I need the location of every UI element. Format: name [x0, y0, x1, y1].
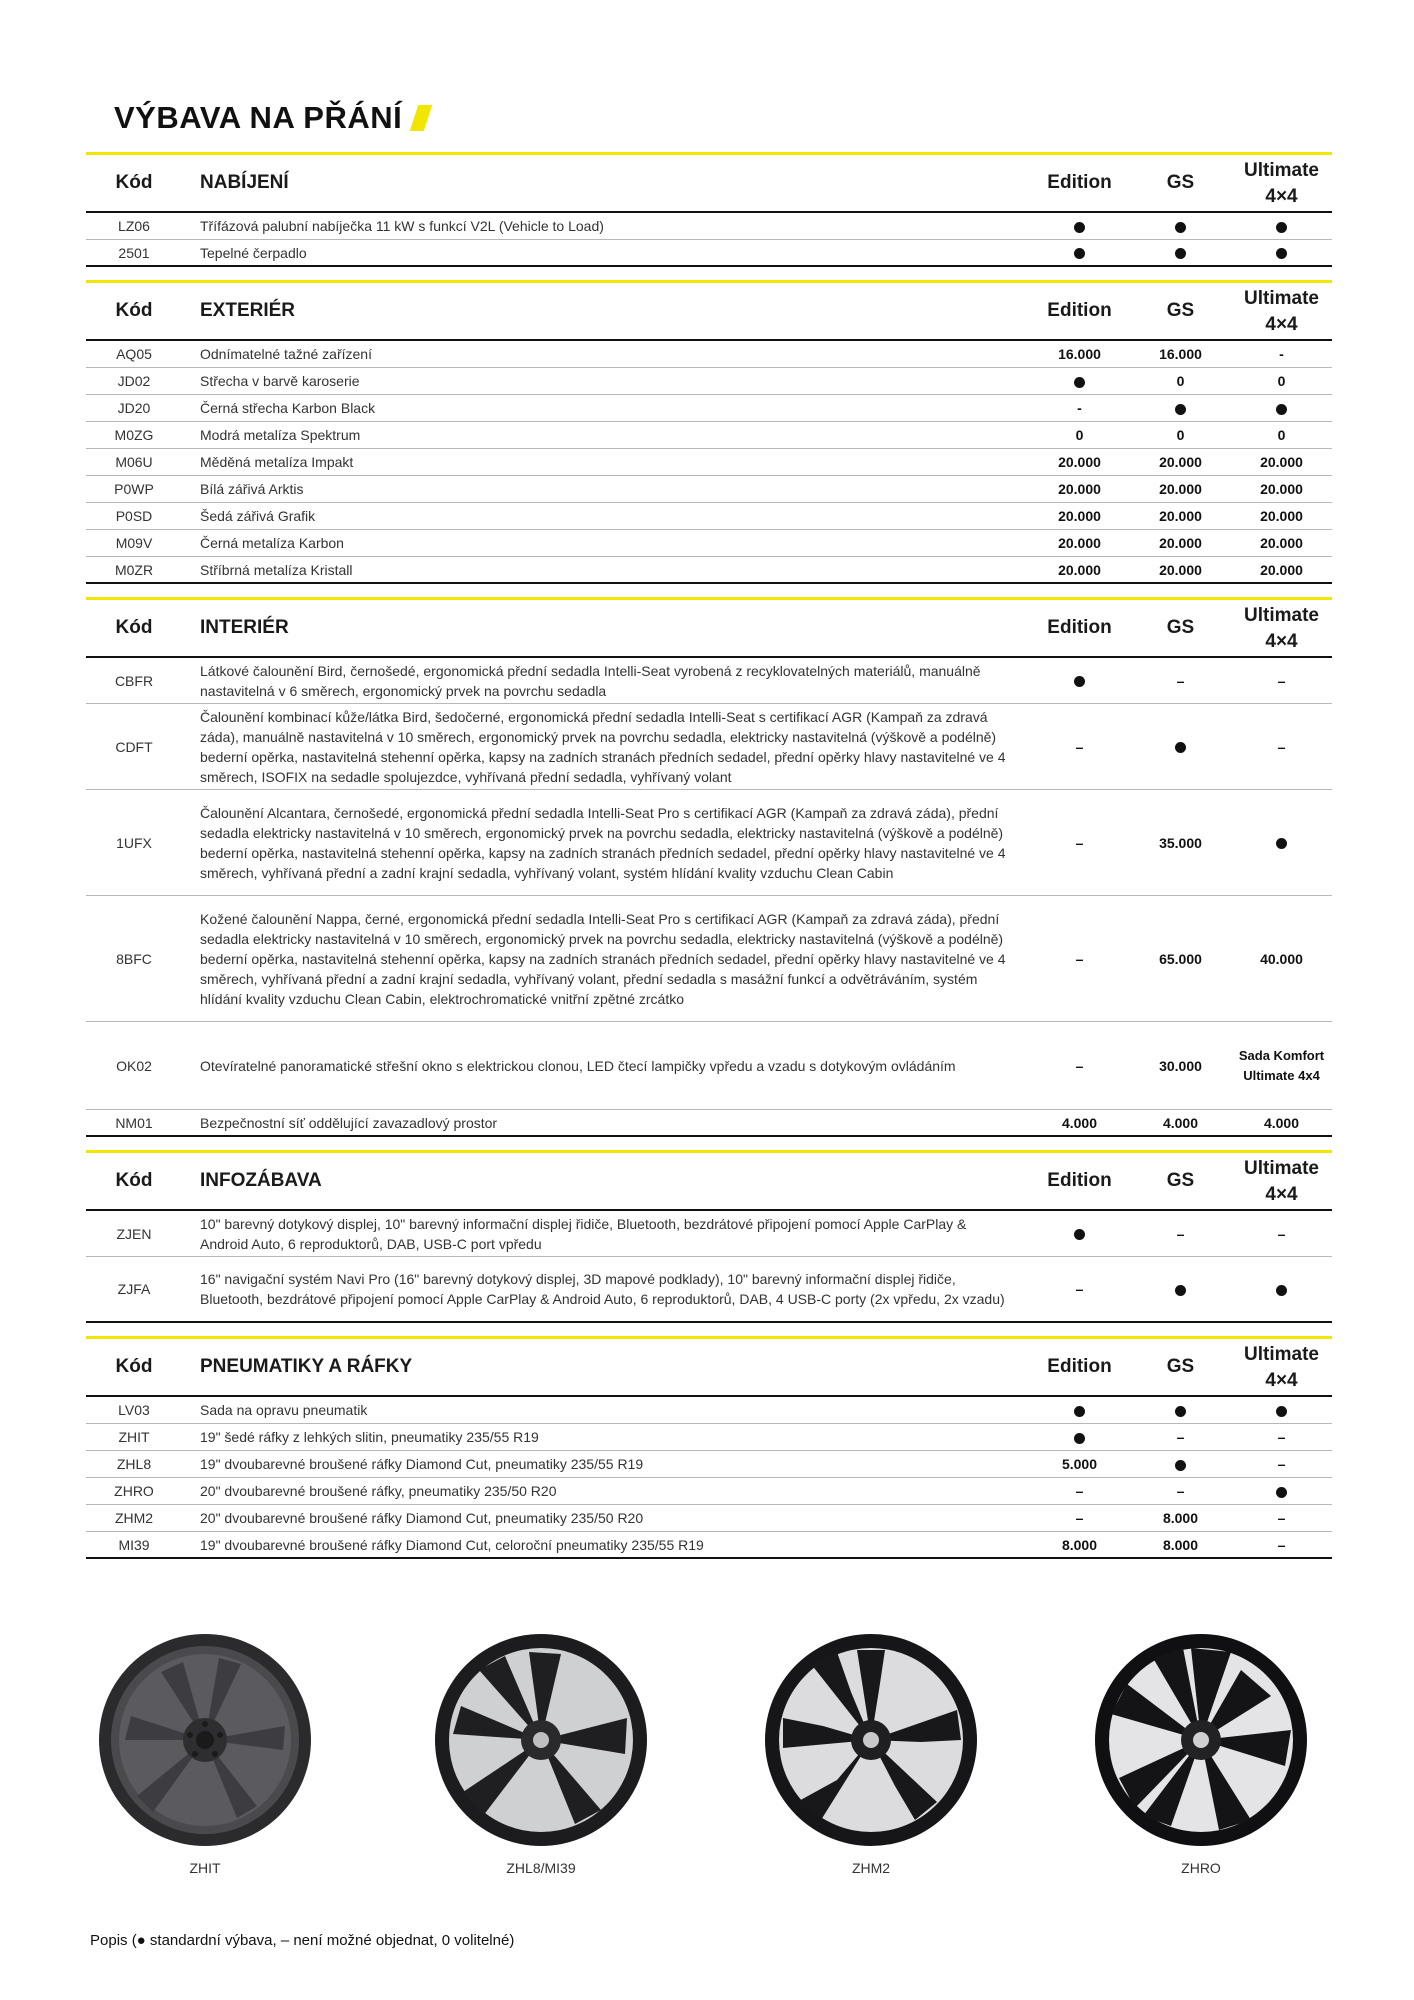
row-value-gs: 0	[1176, 373, 1185, 389]
row-name: 19" šedé ráfky z lehkých slitin, pneumatiky 235/55 R19	[200, 1429, 539, 1445]
wheel-bicolor-icon	[761, 1630, 981, 1850]
section-table	[86, 1150, 1332, 1323]
row-value-edition: –	[1075, 1057, 1084, 1074]
column-header-code: Kód	[115, 1356, 153, 1377]
row-value-ultimate: 0	[1277, 373, 1286, 389]
row-value-ultimate: –	[1277, 1456, 1286, 1472]
table-row	[86, 530, 1332, 557]
section-heading: EXTERIÉR	[200, 300, 296, 321]
row-value-edition: 20.000	[1058, 508, 1101, 524]
legend: Popis (● standardní výbava, – není možné objednat, 0 volitelné)	[90, 1932, 515, 1949]
row-value-ultimate	[1231, 1279, 1332, 1299]
column-header-ultimate: Ultimate 4×4	[1244, 1344, 1319, 1391]
table-row	[86, 1022, 1332, 1110]
standard-dot-icon	[1074, 1229, 1085, 1240]
row-value-ultimate: 20.000	[1260, 535, 1303, 551]
standard-dot-icon	[1175, 1406, 1186, 1417]
table-row	[86, 240, 1332, 267]
row-name: Čalounění Alcantara, černošedé, ergonomická přední sedadla Intelli-Seat Pro s certifikací AGR (Kampaň za zdravá záda), přední sedadla elektricky nastavitelná v 10 směrech, ergonomický prvek na povrchu sedadla, elektricky nastavitelná (výškově a podélně) bederní opěrka, nastavitelná stehenní opěrka, kapsy na zadních stranách předních sedadel, přední opěrky hlavy nastavitelné ve 4 směrech, vyhřívaná přední a zadní krajní sedadla, vyhřívaný volant, systém hlídání kvality vzduchu Clean Cabin	[200, 804, 1006, 881]
table-row	[86, 658, 1332, 704]
row-code: 1UFX	[116, 834, 152, 851]
row-code: ZJEN	[116, 1225, 152, 1242]
row-value-edition	[1029, 371, 1130, 391]
row-value-ultimate: –	[1277, 1536, 1286, 1553]
table-row	[86, 449, 1332, 476]
table-row	[86, 213, 1332, 240]
row-value-gs: 30.000	[1159, 1057, 1202, 1074]
row-value-edition: –	[1075, 738, 1084, 755]
row-code: JD20	[117, 400, 151, 416]
row-value-gs	[1130, 1400, 1231, 1420]
standard-dot-icon	[1276, 404, 1287, 415]
row-value-ultimate	[1231, 243, 1332, 263]
column-header-code: Kód	[115, 1170, 153, 1191]
row-value-gs	[1130, 243, 1231, 263]
row-name: Bezpečnostní síť oddělující zavazadlový prostor	[200, 1114, 498, 1131]
column-header-edition: Edition	[1047, 300, 1112, 321]
row-name: Bílá zářivá Arktis	[200, 481, 304, 497]
row-value-ultimate: –	[1277, 672, 1286, 689]
row-value-gs: –	[1176, 1429, 1185, 1445]
row-value-gs: 35.000	[1159, 834, 1202, 851]
wheel-item	[756, 1630, 986, 1876]
standard-dot-icon	[1074, 676, 1085, 687]
section-table	[86, 280, 1332, 584]
row-value-gs: 16.000	[1159, 346, 1202, 362]
row-name: Šedá zářivá Grafik	[200, 508, 316, 524]
row-value-edition: 16.000	[1058, 346, 1101, 362]
column-header-edition: Edition	[1047, 1356, 1112, 1377]
row-code: AQ05	[116, 346, 152, 362]
row-value-edition	[1029, 1400, 1130, 1420]
row-value-ultimate: 20.000	[1260, 561, 1303, 578]
section-table	[86, 597, 1332, 1137]
column-header-gs: GS	[1166, 1170, 1195, 1191]
row-value-ultimate: 0	[1277, 427, 1286, 443]
row-code: LZ06	[118, 218, 150, 234]
row-code: OK02	[116, 1057, 152, 1074]
standard-dot-icon	[1175, 404, 1186, 415]
column-header-ultimate: Ultimate 4×4	[1244, 160, 1319, 207]
wheel-gallery	[86, 1630, 1332, 1880]
table-header	[86, 155, 1332, 213]
row-name: Sada na opravu pneumatik	[200, 1402, 368, 1418]
row-code: CBFR	[114, 672, 154, 689]
column-header-edition: Edition	[1047, 172, 1112, 193]
row-value-gs: –	[1176, 1483, 1185, 1499]
row-code: P0SD	[115, 508, 153, 524]
row-code: M0ZR	[114, 561, 154, 578]
wheel-grey-icon	[95, 1630, 315, 1850]
table-row	[86, 1451, 1332, 1478]
wheel-item	[1086, 1630, 1316, 1876]
wheel-item	[426, 1630, 656, 1876]
table-row	[86, 1532, 1332, 1559]
row-code: MI39	[118, 1536, 150, 1553]
row-value-gs: 4.000	[1162, 1114, 1199, 1131]
options-tables	[0, 155, 1414, 1559]
row-name: 16" navigační systém Navi Pro (16" barevný dotykový displej, 3D mapové podklady), 10" barevný informační displej řidiče, Bluetooth, bezdrátové připojení pomocí Apple CarPlay & Android Auto, 6 reproduktorů, DAB, 4 USB-C porty (2x vpředu, 2x vzadu)	[200, 1271, 1005, 1307]
table-row	[86, 1505, 1332, 1532]
table-row	[86, 341, 1332, 368]
standard-dot-icon	[1276, 1285, 1287, 1296]
column-header-ultimate: Ultimate 4×4	[1244, 1158, 1319, 1205]
table-row	[86, 557, 1332, 584]
row-name: Třífázová palubní nabíječka 11 kW s funkcí V2L (Vehicle to Load)	[200, 218, 604, 234]
column-header-edition: Edition	[1047, 1170, 1112, 1191]
row-code: LV03	[118, 1402, 150, 1418]
standard-dot-icon	[1074, 222, 1085, 233]
wheel-item	[90, 1630, 320, 1876]
row-code: M09V	[115, 535, 153, 551]
column-header-gs: GS	[1166, 300, 1195, 321]
column-header-gs: GS	[1166, 172, 1195, 193]
row-value-ultimate: –	[1277, 1429, 1286, 1445]
row-value-edition: –	[1075, 1281, 1084, 1297]
wheel-label: ZHL8/MI39	[506, 1860, 576, 1876]
standard-dot-icon	[1276, 1406, 1287, 1417]
row-code: M0ZG	[114, 427, 154, 443]
table-row	[86, 503, 1332, 530]
wheel-bicolor-icon	[431, 1630, 651, 1850]
row-value-edition: -	[1077, 400, 1082, 416]
wheel-label: ZHM2	[851, 1860, 891, 1876]
row-value-edition: 20.000	[1058, 481, 1101, 497]
row-value-edition: 4.000	[1061, 1114, 1098, 1131]
row-value-gs	[1130, 737, 1231, 757]
section-heading: PNEUMATIKY A RÁFKY	[200, 1356, 413, 1377]
section-table	[86, 1336, 1332, 1559]
standard-dot-icon	[1175, 248, 1186, 259]
row-name: Modrá metalíza Spektrum	[200, 427, 361, 443]
row-value-edition: 5.000	[1061, 1456, 1098, 1472]
row-code: ZHRO	[114, 1483, 154, 1499]
row-name: Tepelné čerpadlo	[200, 244, 307, 261]
column-header-gs: GS	[1166, 1356, 1195, 1377]
row-name: Měděná metalíza Impakt	[200, 454, 354, 470]
row-value-ultimate: Sada Komfort Ultimate 4x4	[1238, 1047, 1325, 1083]
row-code: M06U	[115, 454, 153, 470]
row-value-ultimate: 20.000	[1260, 454, 1303, 470]
row-value-ultimate	[1231, 833, 1332, 853]
row-value-gs: –	[1176, 672, 1185, 689]
row-code: ZHL8	[116, 1456, 152, 1472]
section-heading: INFOZÁBAVA	[200, 1170, 322, 1191]
row-name: 20" dvoubarevné broušené ráfky Diamond Cut, pneumatiky 235/50 R20	[200, 1510, 644, 1526]
row-value-gs	[1130, 1454, 1231, 1474]
row-value-ultimate	[1231, 398, 1332, 418]
row-value-edition	[1029, 671, 1130, 691]
table-row	[86, 1397, 1332, 1424]
row-value-edition: 20.000	[1058, 454, 1101, 470]
row-name: Látkové čalounění Bird, černošedé, ergonomická přední sedadla Intelli-Seat vyrobená z recyklovatelných materiálů, manuálně nastavitelná v 6 směrech, ergonomický prvek na povrchu sedadla	[200, 662, 981, 699]
row-code: P0WP	[114, 481, 154, 497]
row-value-ultimate	[1231, 1400, 1332, 1420]
row-value-ultimate	[1231, 1481, 1332, 1501]
row-code: 2501	[118, 244, 150, 261]
row-value-edition: 8.000	[1061, 1536, 1098, 1553]
table-header	[86, 1153, 1332, 1211]
standard-dot-icon	[1175, 1460, 1186, 1471]
column-header-gs: GS	[1166, 617, 1195, 638]
column-header-code: Kód	[115, 617, 153, 638]
row-name: Odnímatelné tažné zařízení	[200, 346, 372, 362]
row-value-ultimate: –	[1277, 738, 1286, 755]
table-row	[86, 1424, 1332, 1451]
row-value-edition	[1029, 1427, 1130, 1447]
table-row	[86, 1110, 1332, 1137]
row-name: Čalounění kombinací kůže/látka Bird, šedočerné, ergonomická přední sedadla Intelli-Seat s certifikací AGR (Kampaň za zdravá záda), manuálně nastavitelná v 10 směrech, ergonomický prvek na povrchu sedadla, elektricky nastavitelná (výškově a podélně) bederní opěrka, nastavitelná stehenní opěrka, kapsy na zadních stranách předních sedadel, přední opěrky hlavy nastavitelné ve 4 směrech, ISOFIX na sedadle spolujezdce, vyhřívaná přední sedadla, vyhřívaný volant	[200, 708, 1006, 785]
row-value-edition: –	[1075, 1510, 1084, 1526]
table-row	[86, 476, 1332, 503]
table-row	[86, 1257, 1332, 1323]
table-row	[86, 1211, 1332, 1257]
row-value-gs: 8.000	[1162, 1510, 1199, 1526]
row-value-edition	[1029, 1224, 1130, 1244]
row-name: Stříbrná metalíza Kristall	[200, 561, 353, 578]
section-heading: INTERIÉR	[200, 617, 289, 638]
standard-dot-icon	[1276, 248, 1287, 259]
row-name: Černá střecha Karbon Black	[200, 400, 376, 416]
table-row	[86, 896, 1332, 1022]
standard-dot-icon	[1074, 1433, 1085, 1444]
row-code: ZJFA	[117, 1281, 151, 1297]
row-code: CDFT	[115, 738, 153, 755]
table-row	[86, 422, 1332, 449]
column-header-edition: Edition	[1047, 617, 1112, 638]
column-header-ultimate: Ultimate 4×4	[1244, 605, 1319, 652]
row-value-edition: 20.000	[1058, 561, 1101, 578]
row-value-edition	[1029, 216, 1130, 236]
row-value-gs: 20.000	[1159, 535, 1202, 551]
row-value-edition: 0	[1075, 427, 1084, 443]
row-value-gs: 20.000	[1159, 508, 1202, 524]
row-code: ZHIT	[118, 1429, 150, 1445]
table-header	[86, 600, 1332, 658]
table-row	[86, 1478, 1332, 1505]
row-value-gs: 20.000	[1159, 454, 1202, 470]
column-header-ultimate: Ultimate 4×4	[1244, 288, 1319, 335]
row-value-edition: –	[1075, 834, 1084, 851]
row-name: Střecha v barvě karoserie	[200, 373, 360, 389]
row-value-gs: 20.000	[1159, 561, 1202, 578]
table-row	[86, 395, 1332, 422]
row-value-gs: 0	[1176, 427, 1185, 443]
standard-dot-icon	[1074, 248, 1085, 259]
row-value-gs: –	[1176, 1225, 1185, 1242]
standard-dot-icon	[1276, 838, 1287, 849]
row-value-ultimate: 20.000	[1260, 481, 1303, 497]
column-header-code: Kód	[115, 300, 153, 321]
row-value-ultimate: -	[1279, 346, 1284, 362]
column-header-code: Kód	[115, 172, 153, 193]
row-code: JD02	[117, 373, 151, 389]
section-table	[86, 155, 1332, 267]
row-value-ultimate: –	[1277, 1225, 1286, 1242]
row-name: 20" dvoubarevné broušené ráfky, pneumatiky 235/50 R20	[200, 1483, 557, 1499]
standard-dot-icon	[1175, 222, 1186, 233]
table-row	[86, 704, 1332, 790]
standard-dot-icon	[1175, 1285, 1186, 1296]
standard-dot-icon	[1276, 222, 1287, 233]
table-row	[86, 368, 1332, 395]
row-value-edition	[1029, 243, 1130, 263]
row-name: 19" dvoubarevné broušené ráfky Diamond Cut, celoroční pneumatiky 235/55 R19	[200, 1536, 704, 1553]
row-value-edition: 20.000	[1058, 535, 1101, 551]
table-header	[86, 1339, 1332, 1397]
row-value-edition: –	[1075, 1483, 1084, 1499]
row-value-gs	[1130, 398, 1231, 418]
standard-dot-icon	[1074, 377, 1085, 388]
row-code: ZHM2	[114, 1510, 154, 1526]
wheel-label: ZHIT	[189, 1860, 221, 1876]
row-value-ultimate	[1231, 216, 1332, 236]
row-value-gs: 8.000	[1162, 1536, 1199, 1553]
wheel-label: ZHRO	[1181, 1860, 1221, 1876]
row-value-gs	[1130, 216, 1231, 236]
wheel-bicolor-icon	[1091, 1630, 1311, 1850]
row-value-ultimate: 4.000	[1263, 1114, 1300, 1131]
standard-dot-icon	[1175, 742, 1186, 753]
row-name: 19" dvoubarevné broušené ráfky Diamond Cut, pneumatiky 235/55 R19	[200, 1456, 644, 1472]
page-title-text: VÝBAVA NA PŘÁNÍ	[114, 100, 403, 135]
standard-dot-icon	[1074, 1406, 1085, 1417]
table-row	[86, 790, 1332, 896]
accent-slash-icon	[410, 105, 432, 131]
row-value-gs: 65.000	[1159, 950, 1202, 967]
row-value-ultimate: 40.000	[1260, 950, 1303, 967]
row-value-ultimate: 20.000	[1260, 508, 1303, 524]
row-name: Černá metalíza Karbon	[200, 535, 344, 551]
row-value-ultimate: –	[1277, 1510, 1286, 1526]
row-name: Kožené čalounění Nappa, černé, ergonomická přední sedadla Intelli-Seat Pro s certifikací AGR (Kampaň za zdravá záda), přední sedadla elektricky nastavitelná v 10 směrech, ergonomický prvek na povrchu sedadla, elektricky nastavitelná (výškově a podélně) bederní opěrka, nastavitelná stehenní opěrka, kapsy na zadních stranách předních sedadel, přední opěrky hlavy nastavitelné ve 4 směrech, vyhřívaná přední a zadní krajní sedadla, vyhřívaný volant, přední sedadla s masážní funkcí a odvětráváním, systém hlídání kvality vzduchu Clean Cabin, elektrochromatické vnitřní zpětné zrcátko	[200, 910, 1006, 1007]
section-heading: NABÍJENÍ	[200, 172, 289, 193]
page-title	[114, 98, 1414, 138]
row-name: Otevíratelné panoramatické střešní okno s elektrickou clonou, LED čtecí lampičky vpředu a vzadu s dotykovým ovládáním	[200, 1057, 956, 1074]
row-code: NM01	[115, 1114, 153, 1131]
table-header	[86, 283, 1332, 341]
row-code: 8BFC	[116, 950, 152, 967]
row-value-gs: 20.000	[1159, 481, 1202, 497]
row-name: 10" barevný dotykový displej, 10" barevný informační displej řidiče, Bluetooth, bezdrátové připojení pomocí Apple CarPlay & Android Auto, 6 reproduktorů, DAB, USB-C port vpředu	[200, 1215, 967, 1252]
row-value-edition: –	[1075, 950, 1084, 967]
standard-dot-icon	[1276, 1487, 1287, 1498]
row-value-gs	[1130, 1279, 1231, 1299]
